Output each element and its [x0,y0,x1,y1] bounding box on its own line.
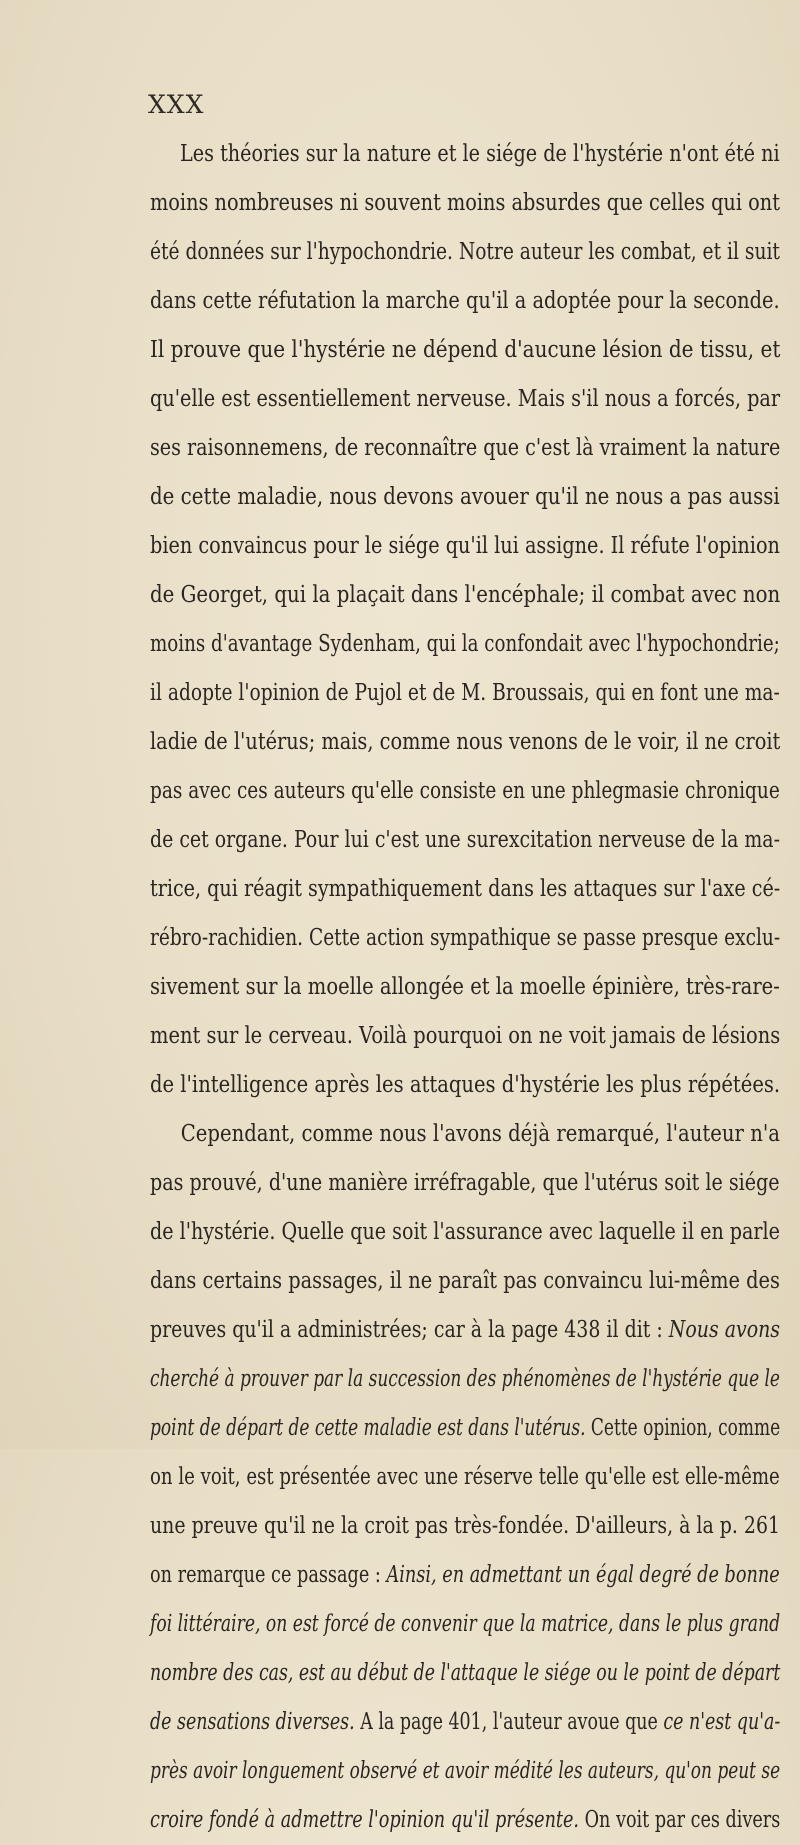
text-run: Cette opinion, comme [590,1415,781,1441]
text-line [150,1796,781,1845]
text-line: on le voit, est présentée avec une réserve telle qu'elle est elle-même [150,1464,780,1490]
text-line: de l'hystérie. Quelle que soit l'assurance avec laquelle il en parle [150,1219,780,1245]
text-line: de l'intelligence après les attaques d'hystérie les plus répétées. [150,1072,781,1098]
text-line: ladie de l'utérus; mais, comme nous venons de le voir, il ne croit [150,729,781,755]
text-line: ment sur le cerveau. Voilà pourquoi on ne voit jamais de lésions [150,1023,781,1049]
text-line: Les théories sur la nature et le siége de l'hystérie n'ont été ni [180,141,780,167]
italic-run: croire fondé à admettre l'opinion qu'il présente. [150,1807,580,1833]
text-line [150,1551,780,1600]
text-line [150,1306,781,1355]
italic-run: Ainsi, en admettant un égal degré de bonne [386,1562,780,1588]
text-line: dans certains passages, il ne paraît pas convaincu lui-même des [150,1268,780,1294]
text-line [150,1404,781,1453]
text-run: A la page 401, l'auteur avoue que [360,1709,658,1735]
text-line [150,1698,781,1747]
italic-run: de sensations diverses. [150,1709,355,1735]
italic-run: point de départ de cette maladie est dans l'utérus. [150,1415,586,1441]
text-line: moins d'avantage Sydenham, qui la confondait avec l'hypochondrie; [150,631,780,657]
text-line: de Georget, qui la plaçait dans l'encéphale; il combat avec non [150,582,781,608]
page-folio: XXX [148,90,205,119]
text-line: qu'elle est essentiellement nerveuse. Mais s'il nous a forcés, par [150,386,781,412]
text-line: sivement sur la moelle allongée et la moelle épinière, très-rare- [150,974,780,1000]
text-line: trice, qui réagit sympathiquement dans les attaques sur l'axe cé- [150,876,781,902]
text-block [150,130,780,1845]
text-line: ses raisonnemens, de reconnaître que c'est là vraiment la nature [150,435,781,461]
italic-run: ce n'est qu'a- [663,1709,781,1735]
text-line: près avoir longuement observé et avoir médité les auteurs, qu'on peut se [150,1758,781,1784]
text-line: rébro-rachidien. Cette action sympathique se passe presque exclu- [150,925,781,951]
text-line: pas avec ces auteurs qu'elle consiste en une phlegmasie chronique [150,778,780,804]
text-run: on remarque ce passage : [150,1562,381,1588]
text-line: de cette maladie, nous devons avouer qu'il ne nous a pas aussi [150,484,780,510]
text-line: bien convaincus pour le siége qu'il lui assigne. Il réfute l'opinion [150,533,780,559]
text-line: de cet organe. Pour lui c'est une surexcitation nerveuse de la ma- [150,827,780,853]
text-line: une preuve qu'il ne la croit pas très-fondée. D'ailleurs, à la p. 261 [150,1513,781,1539]
text-run: preuves qu'il a administrées; car à la page 438 il dit : [150,1317,663,1343]
text-run: On voit par ces divers [584,1807,781,1833]
italic-run: Nous avons [668,1317,781,1343]
text-line: pas prouvé, d'une manière irréfragable, que l'utérus soit le siége [150,1170,780,1196]
text-line: cherché à prouver par la succession des phénomènes de l'hystérie que le [150,1366,780,1392]
text-line: moins nombreuses ni souvent moins absurdes que celles qui ont [150,190,780,216]
text-line: Cependant, comme nous l'avons déjà remarqué, l'auteur n'a [180,1121,780,1147]
text-line: dans cette réfutation la marche qu'il a adoptée pour la seconde. [150,288,780,314]
text-line: Il prouve que l'hystérie ne dépend d'aucune lésion de tissu, et [150,337,781,363]
text-line: nombre des cas, est au début de l'attaque le siége ou le point de départ [150,1660,781,1686]
text-line: il adopte l'opinion de Pujol et de M. Broussais, qui en font une ma- [150,680,780,706]
text-line: foi littéraire, on est forcé de convenir que la matrice, dans le plus grand [150,1611,781,1637]
text-line: été données sur l'hypochondrie. Notre auteur les combat, et il suit [150,239,780,265]
